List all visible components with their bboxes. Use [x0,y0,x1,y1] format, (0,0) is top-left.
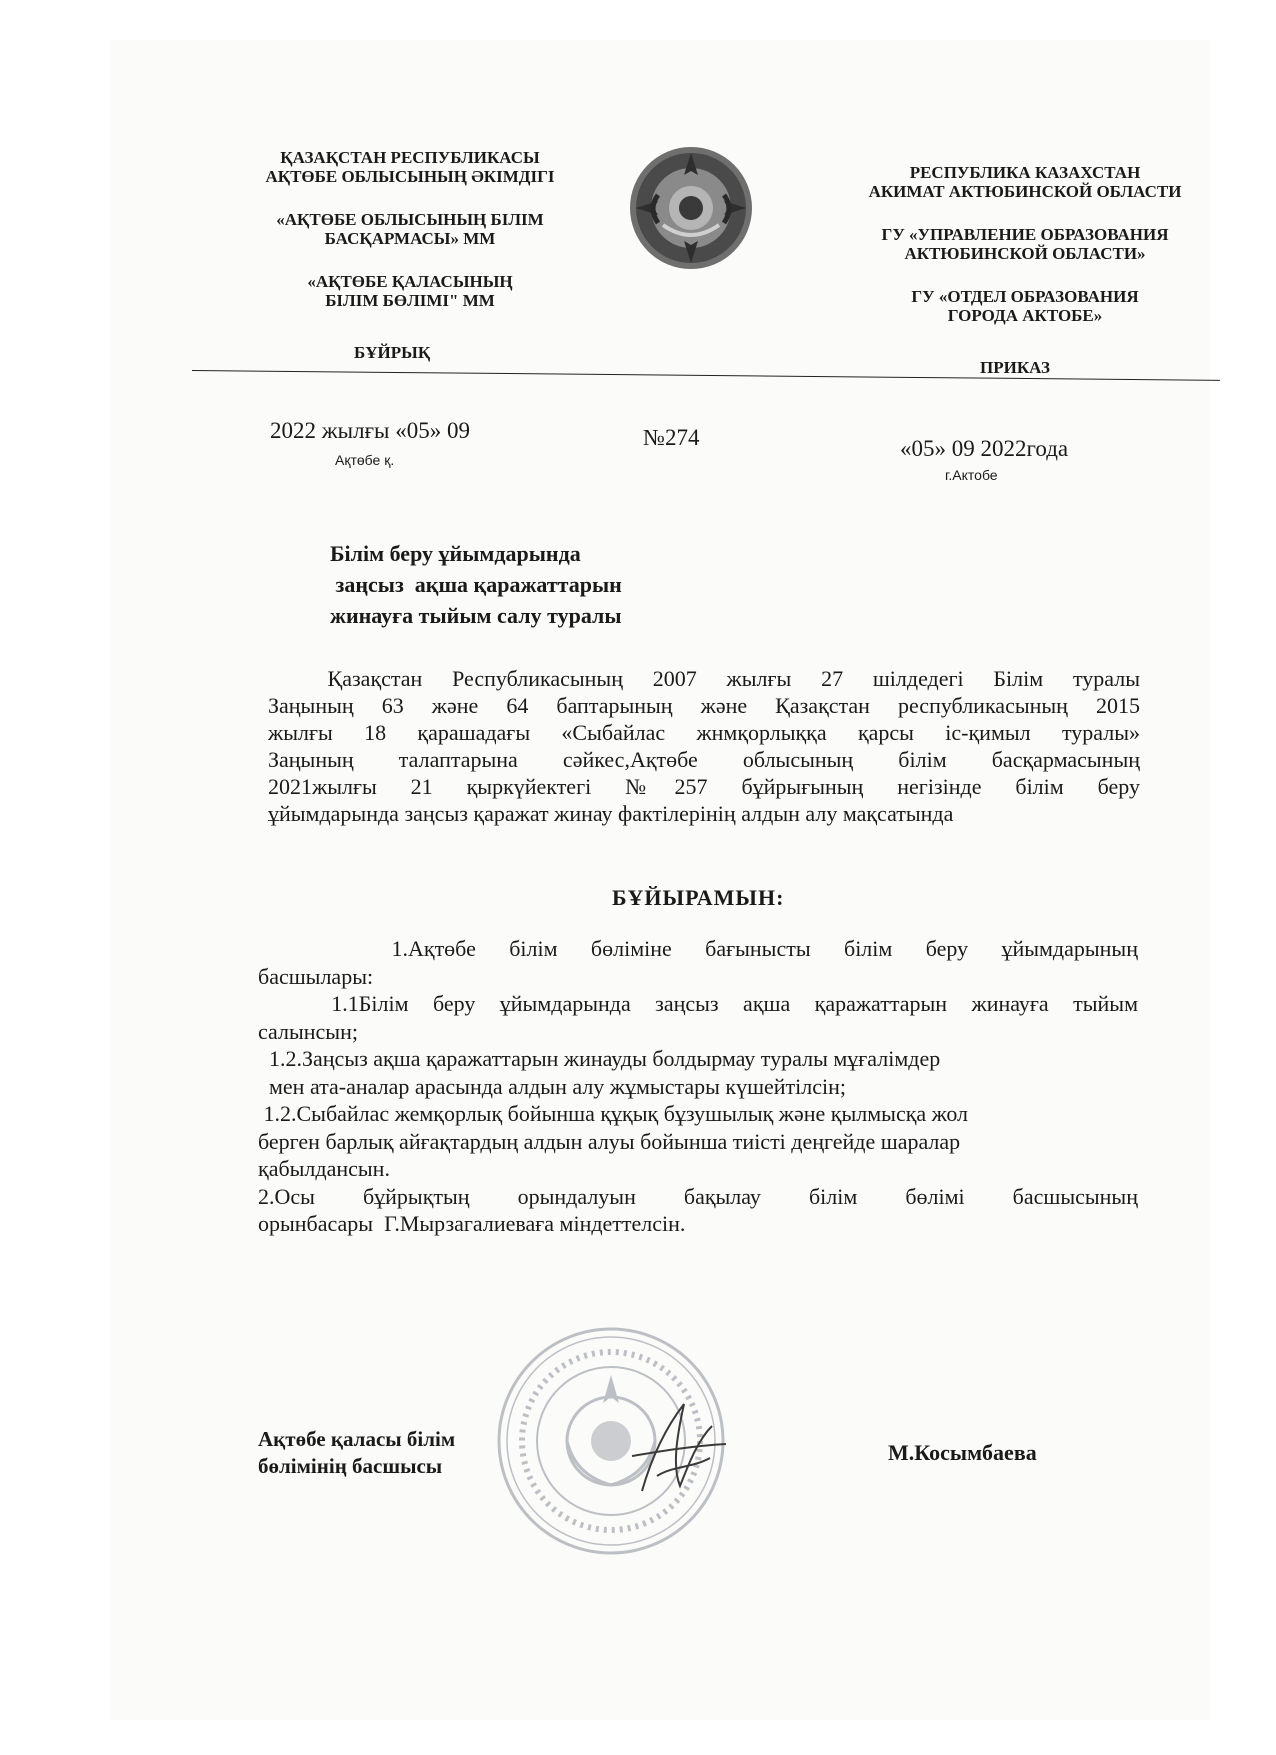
title-line: Білім беру ұйымдарында [330,541,581,566]
preamble-line: ұйымдарында заңсыз қаражат жинау фактілерінің алдын алу мақсатында [268,801,954,826]
item-line: орынбасары Г.Мырзагалиеваға міндеттелсін. [258,1211,686,1236]
preamble-line: 2021жылғы 21 қыркүйектегі №257 бұйрығының негізінде білім беру [268,774,1140,799]
signatory-title [258,1426,455,1480]
signatory-title-line1: Ақтөбе қаласы білім [258,1427,456,1451]
preamble-line: Заңының 63 және 64 баптарының және Қазақстан республикасының 2015 [268,693,1140,718]
item-line: қабылдансын. [258,1156,390,1181]
item-line: мен ата-аналар арасында алдын алу жұмыстары күшейтілсін; [258,1073,847,1099]
item-line: басшылары: [258,963,374,989]
preamble-line: Қазақстан Республикасының 2007 жылғы 27 шілдедегі Білім туралы [268,666,1140,691]
item-line: 1.Ақтөбе білім бөліміне бағынысты білім беру ұйымдарының [258,936,1138,961]
header-left-org-line2: АҚТӨБЕ ОБЛЫСЫНЫҢ ӘКІМДІГІ [265,167,555,186]
header-right-unit-line1: ГУ «ОТДЕЛ ОБРАЗОВАНИЯ [911,287,1139,306]
header-left-org-line1: ҚАЗАҚСТАН РЕСПУБЛИКАСЫ [280,148,540,167]
header-right-org-line2: АКИМАТ АКТЮБИНСКОЙ ОБЛАСТИ [868,182,1182,201]
item-line: 2.Осы бұйрықтың орындалуын бақылау білім бөлімі басшысының [258,1183,1138,1209]
doc-type-kz: БҰЙРЫҚ [354,343,431,362]
state-emblem-icon [628,145,754,271]
signatory-title-line2: бөлімінің басшысы [258,1454,443,1478]
date-ru: «05» 09 2022года [900,436,1069,461]
preamble [268,665,1140,827]
header-left-dept-line2: БАСҚАРМАСЫ» ММ [324,229,496,248]
preamble-line: жылғы 18 қарашадағы «Сыбайлас жнмқорлыққа қарсы іс-қимыл туралы» [268,720,1140,745]
city-kz: Ақтөбе қ. [335,452,395,468]
title-line: заңсыз ақша қаражаттарын [330,572,622,597]
document-title [330,538,750,631]
header-right [835,163,1215,325]
order-heading: БҰЙЫРАМЫН: [612,885,785,910]
preamble-line: Заңының талаптарына сәйкес,Ақтөбе облысының білім басқармасының [268,747,1140,772]
order-number: №274 [643,425,700,450]
date-kz: 2022 жылғы «05» 09 [270,418,470,443]
item-line: берген барлық айғақтардың алдын алуы бойынша тиісті деңгейде шаралар [258,1128,961,1154]
header-right-org-line1: РЕСПУБЛИКА КАЗАХСТАН [909,163,1141,182]
header-right-dept-line1: ГУ «УПРАВЛЕНИЕ ОБРАЗОВАНИЯ [881,225,1169,244]
header-left [230,148,590,310]
doc-type-ru: ПРИКАЗ [980,358,1050,377]
item-line: 1.2.Заңсыз ақша қаражаттарын жинауды болдырмау туралы мұғалімдер [258,1046,941,1071]
item-line: салынсын; [258,1018,358,1044]
header-right-unit-line2: ГОРОДА АКТОБЕ» [947,306,1103,325]
city-ru: г.Актобе [945,467,998,483]
order-items [258,935,1138,1238]
header-left-unit-line1: «АҚТӨБЕ ҚАЛАСЫНЫҢ [307,272,513,291]
header-left-dept-line1: «АҚТӨБЕ ОБЛЫСЫНЫҢ БІЛІМ [276,210,544,229]
item-line: 1.1Білім беру ұйымдарында заңсыз ақша қаражаттарын жинауға тыйым [258,991,1138,1016]
title-line: жинауға тыйым салу туралы [330,603,622,628]
handwritten-signature-icon [622,1396,732,1506]
signatory-name: М.Косымбаева [888,1440,1037,1465]
header-right-dept-line2: АКТЮБИНСКОЙ ОБЛАСТИ» [904,244,1146,263]
item-line: 1.2.Сыбайлас жемқорлық бойынша құқық бұзушылық және қылмысқа жол [258,1101,969,1126]
header-left-unit-line2: БІЛІМ БӨЛІМІ" ММ [325,291,495,310]
